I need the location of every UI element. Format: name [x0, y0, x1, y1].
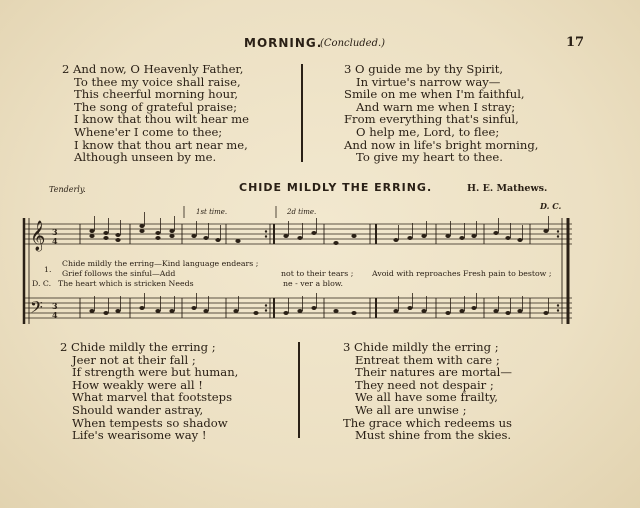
- lyric-line-1: Chide mildly the erring—Kind language endears ;: [62, 259, 259, 268]
- verse-line: From everything that's sinful,: [344, 112, 519, 127]
- verse-line: Jeer not at their fall ;: [72, 352, 196, 367]
- verse-line: The song of grateful praise;: [74, 99, 238, 114]
- tempo-marking: Tenderly.: [49, 185, 86, 194]
- column-divider: [298, 342, 300, 438]
- verse-line: I know that thou art near me,: [74, 137, 248, 152]
- verse-number: 1.: [44, 265, 52, 274]
- verse-line: And warn me when I stray;: [356, 99, 516, 114]
- first-ending-label: 1st time.: [196, 208, 228, 216]
- hymn-title: CHIDE MILDLY THE ERRING.: [239, 181, 433, 194]
- svg-text:4: 4: [52, 310, 58, 320]
- svg-text:3: 3: [52, 227, 58, 237]
- verse-line: Life's wearisome way !: [72, 428, 207, 443]
- lyric-line-2c: Avoid with reproaches Fresh pain to bestow ;: [372, 269, 552, 278]
- verse-line: They need not despair ;: [355, 377, 494, 392]
- treble-stems: [95, 212, 549, 240]
- verse-line: Whene'er I come to thee;: [74, 124, 223, 139]
- page-subtitle: (Concluded.): [320, 38, 386, 49]
- bass-clef-icon: 𝄢: [30, 297, 43, 321]
- lyric-line-2b: not to their tears ;: [281, 269, 354, 278]
- verse-line: And now in life's bright morning,: [344, 137, 539, 152]
- verse-line: We all have some frailty,: [355, 390, 498, 405]
- verse-line: Entreat them with care ;: [355, 352, 500, 367]
- verse-line: In virtue's narrow way—: [356, 74, 501, 89]
- treble-notes: [89, 224, 548, 245]
- bass-staff: [24, 298, 572, 318]
- bass-notes: [89, 306, 548, 315]
- second-ending-label: 2d time.: [287, 208, 317, 216]
- verse-line: I know that thou wilt hear me: [74, 112, 249, 127]
- verse-line: What marvel that footsteps: [72, 390, 233, 405]
- verse-line: 3 Chide mildly the erring ;: [343, 340, 499, 354]
- page-number: 17: [566, 35, 585, 50]
- verse-line: Should wander astray,: [72, 402, 204, 417]
- verse-line: To thee my voice shall raise,: [74, 74, 241, 89]
- dc-lyric-line-2: ne - ver a blow.: [283, 279, 343, 288]
- verse-line: How weakly were all !: [72, 377, 203, 392]
- lyric-line-2: Grief follows the sinful—Add: [62, 269, 176, 278]
- verse-line: 2 And now, O Heavenly Father,: [62, 62, 244, 76]
- dc-lyric-marker: D. C.: [32, 279, 52, 288]
- verse-line: When tempests so shadow: [72, 415, 228, 430]
- verse-line: If strength were but human,: [72, 365, 239, 380]
- page-title: MORNING.: [244, 36, 323, 50]
- svg-text:3: 3: [52, 301, 58, 311]
- verse-line: Although unseen by me.: [74, 150, 217, 165]
- verse-line: 2 Chide mildly the erring ;: [60, 340, 216, 354]
- svg-text:4: 4: [52, 236, 58, 246]
- verse-line: 3 O guide me by thy Spirit,: [344, 62, 504, 76]
- hymn-stanza-2: [60, 341, 238, 442]
- verse-line: The grace which redeems us: [343, 415, 512, 430]
- verse-line: Must shine from the skies.: [355, 428, 512, 443]
- verse-line: To give my heart to thee.: [356, 150, 503, 165]
- verse-line: We all are unwise ;: [355, 402, 467, 417]
- verse-line: Their natures are mortal—: [355, 365, 512, 380]
- verse-line: O help me, Lord, to flee;: [356, 124, 500, 139]
- treble-clef-icon: 𝄞: [30, 221, 46, 251]
- dc-lyric-line: The heart which is stricken Needs: [58, 279, 194, 288]
- composer-credit: H. E. Mathews.: [467, 183, 548, 194]
- hymn-stanza-3: [343, 341, 512, 442]
- da-capo-mark: D. C.: [540, 201, 562, 211]
- verse-line: Smile on me when I'm faithful,: [344, 87, 525, 102]
- verse-line: This cheerful morning hour,: [74, 87, 239, 102]
